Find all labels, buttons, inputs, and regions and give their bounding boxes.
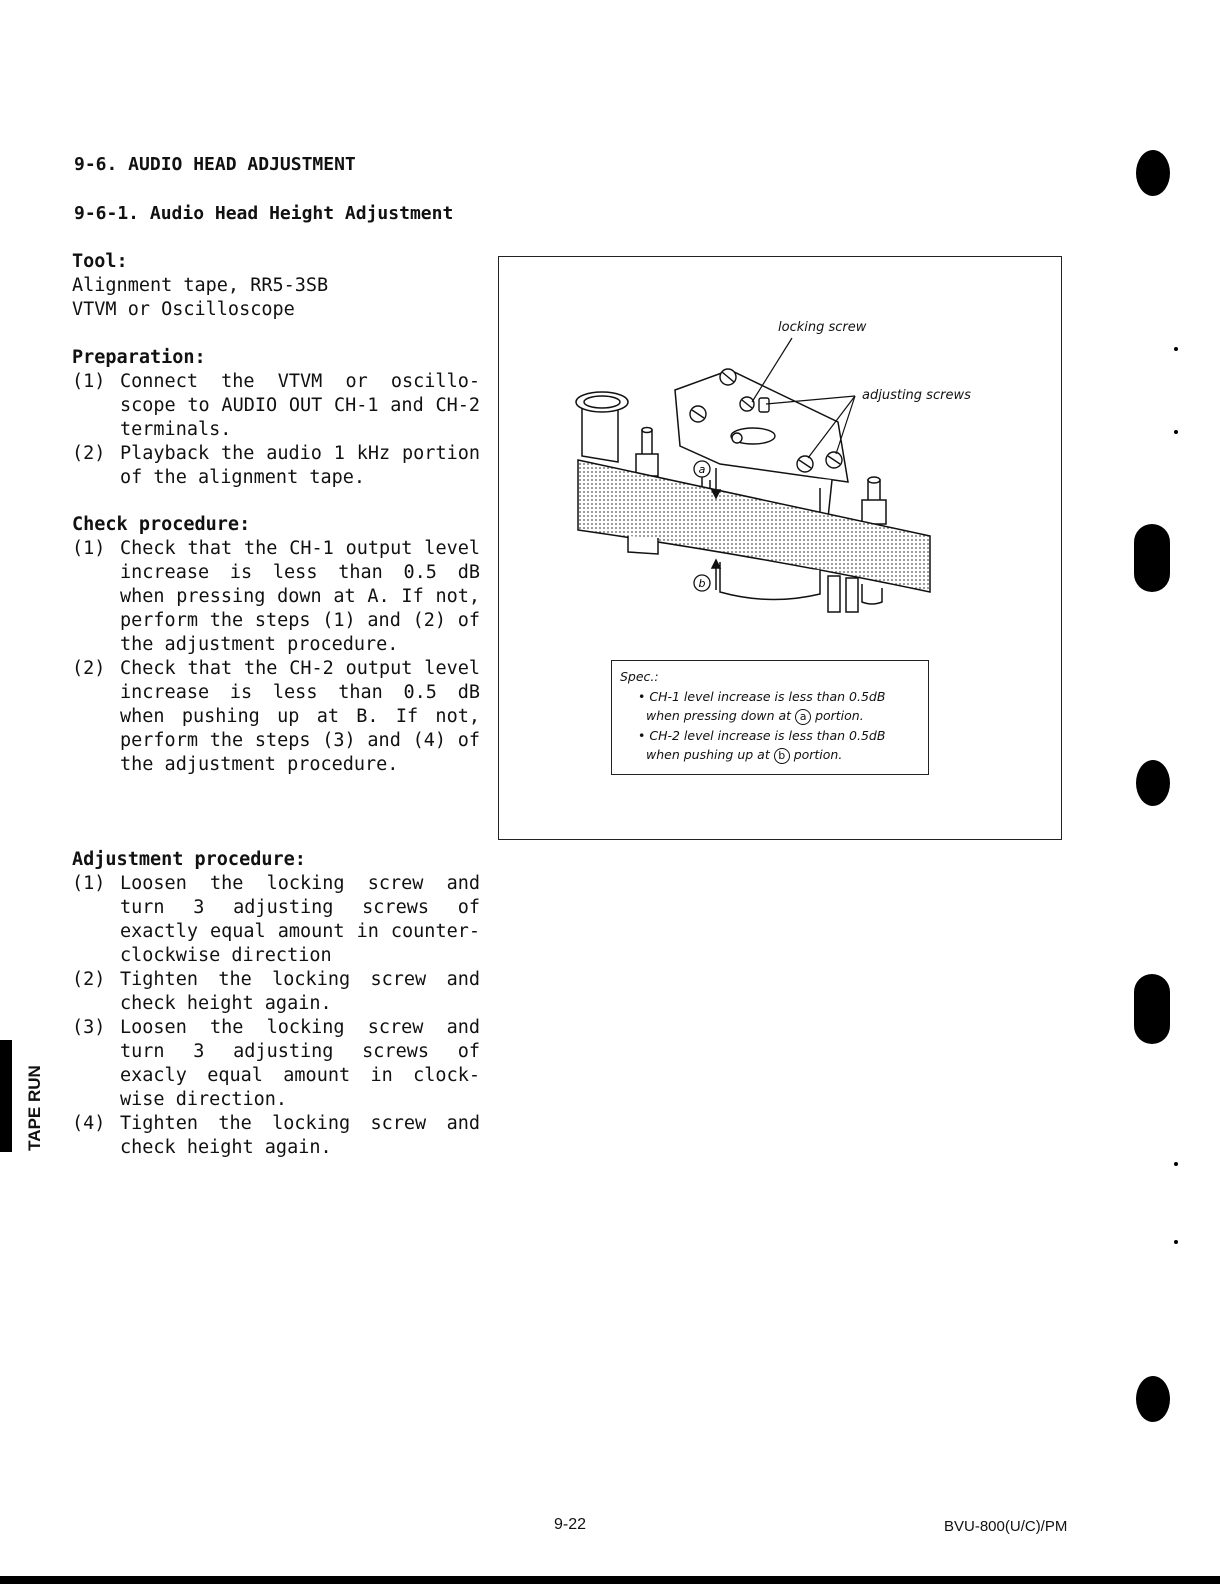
speck: [1174, 1240, 1178, 1244]
spec-item: [620, 745, 920, 765]
item-text: Playback the audio 1 kHz portion of the alignment tape.: [120, 443, 480, 488]
tool-line: VTVM or Oscilloscope: [72, 299, 295, 320]
item-number: (1): [72, 873, 106, 894]
list-item: [72, 657, 480, 777]
marker-b: b: [698, 577, 706, 590]
locking-screw-label: locking screw: [778, 320, 867, 335]
list-item: [72, 370, 480, 442]
speck: [1174, 347, 1178, 351]
list-item: [72, 968, 480, 1016]
binder-hole: [1134, 974, 1170, 1044]
left-guide-cylinder: [576, 392, 628, 462]
preparation-heading: Preparation:: [72, 347, 206, 368]
item-number: (4): [72, 1113, 106, 1134]
binder-hole: [1136, 1376, 1170, 1422]
audio-head-illustration: [570, 330, 950, 630]
list-item: [72, 1112, 480, 1160]
spec-text: portion.: [815, 708, 864, 723]
spec-item: • CH-2 level increase is less than 0.5dB: [638, 727, 886, 743]
check-heading: Check procedure:: [72, 514, 251, 535]
check-section: [72, 513, 480, 777]
list-item: [72, 537, 480, 657]
tool-line: Alignment tape, RR5-3SB: [72, 275, 329, 296]
document-code: BVU-800(U/C)/PM: [944, 1518, 1068, 1535]
binder-hole: [1136, 150, 1170, 196]
item-number: (1): [72, 371, 106, 392]
item-text: Connect the VTVM or oscillo-scope to AUDIO OUT CH-1 and CH-2 terminals.: [120, 371, 480, 440]
marker-a-symbol: a: [795, 709, 811, 725]
list-item: [72, 442, 480, 490]
spec-item: [620, 706, 920, 726]
item-text: Tighten the locking screw and check height again.: [120, 969, 480, 1014]
spec-text: portion.: [793, 747, 843, 762]
page-number: 9-22: [554, 1516, 587, 1533]
list-item: [72, 872, 480, 968]
adjustment-heading: Adjustment procedure:: [72, 849, 306, 870]
item-text: Loosen the locking screw and turn 3 adjusting screws of exacly equal amount in clock-wise direction.: [120, 1017, 480, 1110]
spec-item: • CH-1 level increase is less than 0.5dB: [638, 688, 886, 704]
item-number: (2): [72, 969, 106, 990]
marker-a: a: [698, 463, 706, 476]
spec-title: Spec.:: [620, 669, 659, 684]
subsection-title: 9-6-1. Audio Head Height Adjustment: [74, 203, 454, 224]
item-number: (3): [72, 1017, 106, 1038]
item-text: Check that the CH-2 output level increase is less than 0.5 dB when pushing up at B. If not, perform the steps (3) and (4) of the adjustment procedure.: [120, 658, 480, 775]
tool-section: [72, 250, 480, 322]
adjusting-screws-label: adjusting screws: [862, 388, 971, 403]
speck: [1174, 430, 1178, 434]
tool-heading: Tool:: [72, 251, 128, 272]
spec-text: when pushing up at: [646, 747, 770, 762]
item-text: Loosen the locking screw and turn 3 adjusting screws of exactly equal amount in counter-clockwise direction: [120, 873, 480, 966]
binder-hole: [1134, 524, 1170, 592]
spec-text: when pressing down at: [646, 708, 792, 723]
spec-text: CH-2 level increase is less than 0.5dB: [649, 727, 886, 743]
bottom-edge: [0, 1576, 1220, 1584]
item-text: Check that the CH-1 output level increase is less than 0.5 dB when pressing down at A. If not, perform the steps (1) and (2) of the adjustment procedure.: [120, 538, 480, 655]
speck: [1174, 1162, 1178, 1166]
item-number: (1): [72, 538, 106, 559]
binder-hole: [1136, 760, 1170, 806]
preparation-section: [72, 346, 480, 490]
adjustment-section: [72, 848, 480, 1160]
item-number: (2): [72, 443, 106, 464]
side-tab-label: [10, 1060, 64, 1150]
item-text: Tighten the locking screw and check height again.: [120, 1113, 480, 1158]
side-tab-text: TAPE RUN: [24, 1065, 44, 1151]
list-item: [72, 1016, 480, 1112]
item-number: (2): [72, 658, 106, 679]
left-post: [636, 428, 658, 477]
marker-b-symbol: b: [774, 748, 790, 764]
right-post: [862, 477, 886, 524]
section-title: 9-6. AUDIO HEAD ADJUSTMENT: [74, 154, 356, 175]
spec-text: CH-1 level increase is less than 0.5dB: [649, 688, 886, 704]
spec-box: [611, 660, 929, 775]
